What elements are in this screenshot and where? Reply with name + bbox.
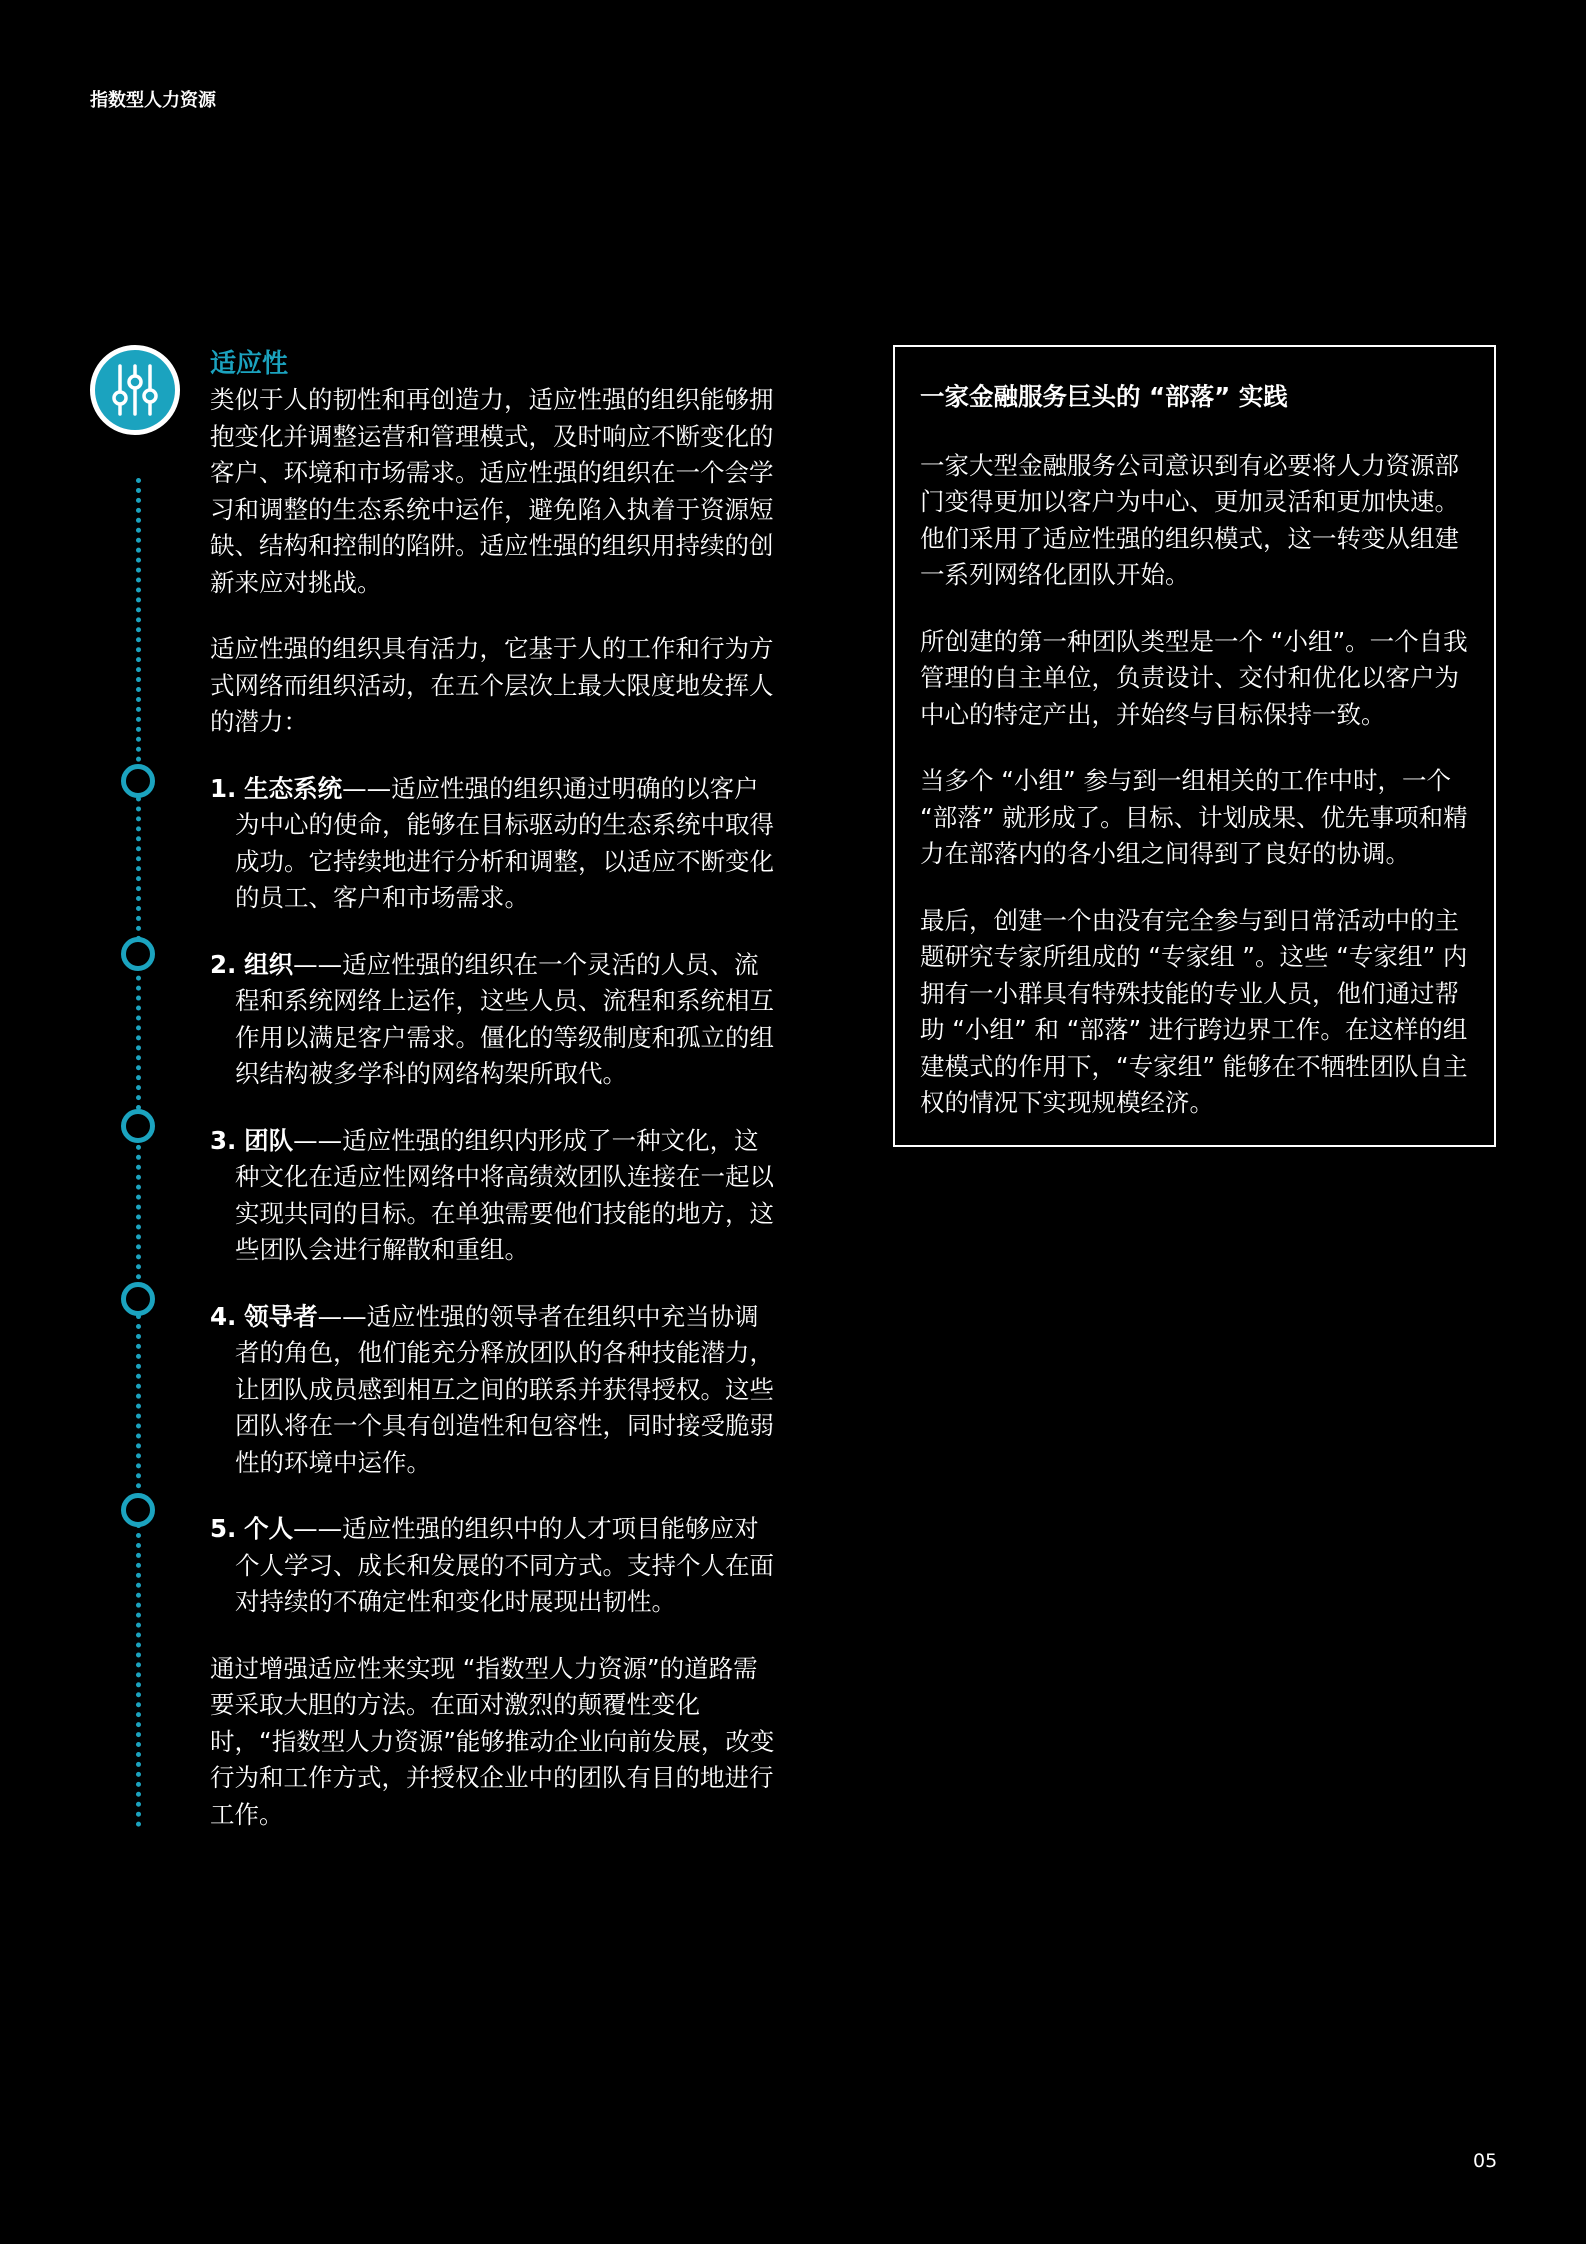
list-item-term: 个人 (244, 1514, 294, 1543)
list-item-text: ——适应性强的组织内形成了一种文化，这种文化在适应性网络中将高绩效团队连接在一起以实现共同的目标。在单独需要他们技能的地方，这些团队会进行解散和重组。 (235, 1125, 774, 1264)
list-item-term: 团队 (244, 1125, 294, 1155)
list-item-text: ——适应性强的组织通过明确的以客户为中心的使命，能够在目标驱动的生态系统中取得成功。它持续地进行分析和调整，以适应不断变化的员工、客户和市场需求。 (235, 773, 774, 912)
main-column (210, 346, 775, 1863)
header-title: 指数型人力资源 (90, 90, 216, 111)
case-study-paragraph: 一家大型金融服务公司意识到有必要将人力资源部门变得更加以客户为中心、更加灵活和更加快速。他们采用了适应性强的组织模式，这一转变从组建一系列网络化团队开始。 (920, 450, 1459, 589)
page-number: 05 (1473, 2150, 1498, 2172)
list-item-term: 组织 (244, 949, 294, 979)
list-item-number: 3. (210, 1125, 237, 1155)
timeline-marker (121, 1493, 155, 1527)
conclusion-paragraph: 通过增强适应性来实现 “指数型人力资源”的道路需要采取大胆的方法。在面对激烈的颠覆性变化时，“指数型人力资源”能够推动企业向前发展，改变行为和工作方式，并授权企业中的团队有目的地进行工作。 (210, 1653, 775, 1829)
timeline-dotted-line (136, 478, 141, 1828)
list-item-term: 领导者 (244, 1301, 318, 1331)
intro-paragraph: 类似于人的韧性和再创造力，适应性强的组织能够拥抱变化并调整运营和管理模式，及时响应不断变化的客户、环境和市场需求。适应性强的组织在一个会学习和调整的生态系统中运作，避免陷入执着于资源短缺、结构和控制的陷阱。适应性强的组织用持续的创新来应对挑战。 (210, 385, 774, 597)
list-item (210, 1123, 775, 1269)
list-item-text: ——适应性强的组织中的人才项目能够应对个人学习、成长和发展的不同方式。支持个人在面对持续的不确定性和变化时展现出韧性。 (235, 1514, 774, 1616)
list-item-number: 4. (210, 1301, 237, 1331)
case-study-paragraph: 最后，创建一个由没有完全参与到日常活动中的主题研究专家所组成的 “专家组 ”。这些 “专家组” 内拥有一小群具有特殊技能的专业人员，他们通过帮助 “小组” 和 “部落” 进行跨边界工作。在这样的组建模式的作用下，“专家组” 能够在不牺牲团队自主权的情况下实现规模经济。 (920, 905, 1468, 1117)
case-study-paragraph: 当多个 “小组” 参与到一组相关的工作中时，一个 “部落” 就形成了。目标、计划成果、优先事项和精力在部落内的各小组之间得到了良好的协调。 (920, 766, 1468, 868)
list-item (210, 1511, 775, 1621)
list-item-number: 2. (210, 949, 237, 979)
timeline-marker (121, 1109, 155, 1143)
case-study-title: 一家金融服务巨头的 “部落” 实践 (920, 382, 1288, 411)
timeline-marker (121, 1282, 155, 1316)
list-item (210, 771, 775, 917)
list-item-text: ——适应性强的组织在一个灵活的人员、流程和系统网络上运作，这些人员、流程和系统相互作用以满足客户需求。僵化的等级制度和孤立的组织结构被多学科的网络构架所取代。 (235, 949, 774, 1088)
section-title: 适应性 (210, 349, 289, 379)
sliders-icon (90, 345, 180, 435)
list-item-text: ——适应性强的领导者在组织中充当协调者的角色，他们能充分释放团队的各种技能潜力，让团队成员感到相互之间的联系并获得授权。这些团队将在一个具有创造性和包容性，同时接受脆弱性的环境中运作。 (235, 1301, 774, 1477)
timeline-marker (121, 937, 155, 971)
lead-paragraph: 适应性强的组织具有活力，它基于人的工作和行为方式网络而组织活动，在五个层次上最大限度地发挥人的潜力： (210, 634, 774, 736)
case-study-box (893, 345, 1496, 1147)
list-item-number: 5. (210, 1514, 237, 1543)
list-item-term: 生态系统 (244, 773, 343, 803)
case-study-paragraph: 所创建的第一种团队类型是一个 “小组”。一个自我管理的自主单位，负责设计、交付和优化以客户为中心的特定产出，并始终与目标保持一致。 (920, 626, 1468, 729)
list-item-number: 1. (210, 773, 237, 803)
timeline-marker (121, 764, 155, 798)
list-item (210, 1299, 775, 1482)
list-item (210, 947, 775, 1093)
